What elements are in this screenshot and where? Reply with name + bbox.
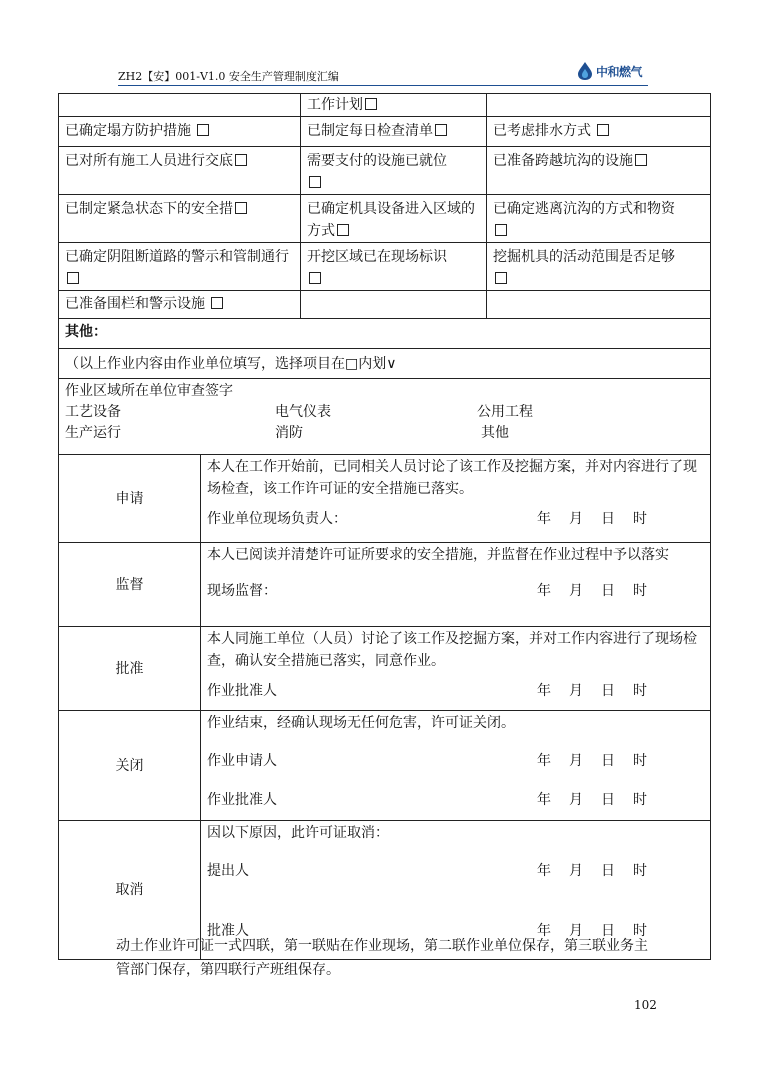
date-fields: 年 月 日 时 xyxy=(537,753,647,769)
signer-label: 提出人 xyxy=(207,863,249,879)
flame-drop-icon xyxy=(576,61,594,81)
check-cell: 已确定塌方防护措施 xyxy=(59,117,301,147)
date-fields: 年 月 日 时 xyxy=(537,923,647,939)
date-fields: 年 月 日 时 xyxy=(537,683,647,699)
check-cell xyxy=(487,291,711,319)
check-cell: 已制定每日检查清单 xyxy=(301,117,487,147)
supervise-label: 监督 xyxy=(59,543,201,627)
review-block xyxy=(59,379,711,455)
check-cell: 开挖区域已在现场标识 xyxy=(301,243,487,291)
signer-label: 作业申请人 xyxy=(207,753,277,769)
approve-signature-line xyxy=(207,680,704,702)
check-cell xyxy=(301,291,487,319)
close-signature-line-2 xyxy=(207,789,704,811)
instruction-text: （以上作业内容由作业单位填写，选择项目在□内划∨ xyxy=(59,349,711,379)
supervise-text: 本人已阅读并清楚许可证所要求的安全措施，并监督在作业过程中予以落实 xyxy=(207,547,669,563)
signer-label: 作业单位现场负责人： xyxy=(207,511,347,527)
review-dept: 公用工程 xyxy=(477,404,533,420)
check-cell: 已考虑排水方式 xyxy=(487,117,711,147)
signer-label: 批准人 xyxy=(207,923,249,939)
supervise-signature-line xyxy=(207,580,704,602)
checkbox[interactable] xyxy=(197,124,209,136)
checkbox[interactable] xyxy=(495,272,507,284)
check-cell: 已对所有施工人员进行交底 xyxy=(59,147,301,195)
review-dept: 电气仪表 xyxy=(275,404,331,420)
approve-cell xyxy=(201,627,711,711)
date-fields: 年 月 日 时 xyxy=(537,511,647,527)
header-rule xyxy=(118,85,648,86)
checkbox[interactable] xyxy=(495,224,507,236)
page-number: 102 xyxy=(634,998,657,1012)
checkbox[interactable] xyxy=(235,202,247,214)
apply-signature-line xyxy=(207,508,704,530)
logo-text: 中和燃气 xyxy=(596,64,643,79)
checkbox[interactable] xyxy=(309,272,321,284)
close-label: 关闭 xyxy=(59,711,201,821)
review-row-1 xyxy=(65,402,704,423)
signer-label: 作业批准人 xyxy=(207,683,277,699)
close-signature-line-1 xyxy=(207,750,704,772)
check-cell: 已确定阴阻断道路的警示和管制通行 xyxy=(59,243,301,291)
approve-text: 本人同施工单位（人员）讨论了该工作及挖掘方案，并对工作内容进行了现场检查，确认安全措施已落实，同意作业。 xyxy=(207,631,697,669)
cancel-label: 取消 xyxy=(59,821,201,960)
check-cell: 已制定紧急状态下的安全措 xyxy=(59,195,301,243)
check-cell: 已准备围栏和警示设施 xyxy=(59,291,301,319)
cancel-text: 因以下原因，此许可证取消： xyxy=(207,825,389,841)
check-cell xyxy=(59,94,301,117)
checkbox[interactable] xyxy=(309,176,321,188)
apply-cell xyxy=(201,455,711,543)
cancel-signature-line-1 xyxy=(207,860,704,882)
checkbox[interactable] xyxy=(235,154,247,166)
date-fields: 年 月 日 时 xyxy=(537,863,647,879)
checkbox[interactable] xyxy=(635,154,647,166)
close-cell xyxy=(201,711,711,821)
check-cell: 需要支付的设施已就位 xyxy=(301,147,487,195)
review-dept: 消防 xyxy=(275,425,303,441)
review-row-2 xyxy=(65,423,704,444)
check-cell: 工作计划 xyxy=(301,94,487,117)
review-dept: 生产运行 xyxy=(65,425,121,441)
checkbox[interactable] xyxy=(365,98,377,110)
review-title: 作业区域所在单位审查签字 xyxy=(65,383,233,399)
checkbox[interactable] xyxy=(211,297,223,309)
check-cell: 挖掘机具的活动范围是否足够 xyxy=(487,243,711,291)
apply-text: 本人在工作开始前，已同相关人员讨论了该工作及挖掘方案，并对内容进行了现场检查，该工作许可证的安全措施已落实。 xyxy=(207,459,697,497)
approve-label: 批准 xyxy=(59,627,201,711)
supervise-cell xyxy=(201,543,711,627)
check-cell: 已确定机具设备进入区域的方式 xyxy=(301,195,487,243)
signer-label: 作业批准人 xyxy=(207,792,277,808)
checkbox[interactable] xyxy=(67,272,79,284)
document-code: ZH2【安】001-V1.0 安全生产管理制度汇编 xyxy=(118,70,339,83)
check-cell: 已准备跨越坑沟的设施 xyxy=(487,147,711,195)
company-logo xyxy=(576,60,656,82)
checkbox[interactable] xyxy=(337,224,349,236)
apply-label: 申请 xyxy=(59,455,201,543)
check-cell xyxy=(487,94,711,117)
review-dept: 其他 xyxy=(481,425,509,441)
review-dept: 工艺设备 xyxy=(65,404,121,420)
permit-table xyxy=(58,93,711,960)
date-fields: 年 月 日 时 xyxy=(537,792,647,808)
checkbox[interactable] xyxy=(597,124,609,136)
checkbox[interactable] xyxy=(435,124,447,136)
close-text: 作业结束，经确认现场无任何危害，许可证关闭。 xyxy=(207,715,515,731)
footnote: 动土作业许可证一式四联，第一联贴在作业现场，第二联作业单位保存，第三联业务主管部门保存，第四联行产班组保存。 xyxy=(116,938,648,978)
other-label: 其他： xyxy=(59,319,711,349)
check-cell: 已确定逃离沆沟的方式和物资 xyxy=(487,195,711,243)
signer-label: 现场监督： xyxy=(207,583,277,599)
date-fields: 年 月 日 时 xyxy=(537,583,647,599)
